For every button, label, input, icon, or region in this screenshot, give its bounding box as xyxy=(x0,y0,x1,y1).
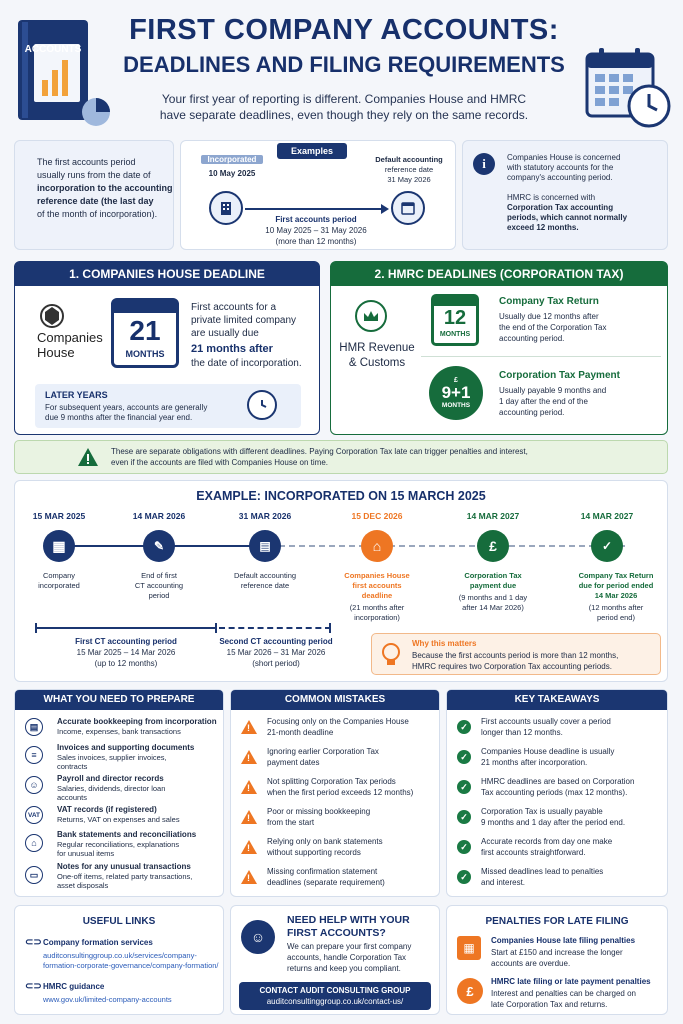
take-0-1: longer than 12 months. xyxy=(481,728,563,737)
period2-note: (short period) xyxy=(252,659,300,668)
intro-line-3: reference date (the last day xyxy=(37,196,154,206)
ret-title: Company Tax Return xyxy=(499,296,599,307)
mistake-1-0: Ignoring earlier Corporation Tax xyxy=(267,747,379,756)
take-3-1: 9 months and 1 day after the period end. xyxy=(481,818,626,827)
step-date-5: 14 MAR 2027 xyxy=(580,511,634,521)
warning-icon-4 xyxy=(241,840,257,854)
prep-4-l1: for unusual items xyxy=(57,849,115,858)
ch-text-2: private limited company xyxy=(191,315,297,326)
period1-title: First CT accounting period xyxy=(75,637,177,646)
prep-5-l0: One-off items, related party transactions, xyxy=(57,872,193,881)
intro-info xyxy=(462,140,668,250)
mistake-5-1: deadlines (separate requirement) xyxy=(267,878,385,887)
pound-icon: £ xyxy=(454,377,458,384)
takeaways-panel xyxy=(446,689,668,897)
take-4-0: Accurate records from day one make xyxy=(481,837,613,846)
take-2-0: HMRC deadlines are based on Corporation xyxy=(481,777,635,786)
prep-2-l0: Salaries, dividends, director loan xyxy=(57,784,166,793)
help-panel xyxy=(230,905,440,1015)
ch-cal-number: 21 xyxy=(129,315,161,346)
help-line-1: accounts, handle Corporation Tax xyxy=(287,953,407,962)
info-2-0: HMRC is concerned with xyxy=(507,193,596,202)
calendar-icon xyxy=(391,191,425,225)
step-date-0: 15 MAR 2025 xyxy=(32,511,86,521)
pound-penalty-icon: £ xyxy=(457,978,483,1004)
prep-0-title: Accurate bookkeeping from incorporation xyxy=(57,717,217,726)
check-icon-5: ✓ xyxy=(457,870,471,884)
prep-2-l1: accounts xyxy=(57,793,88,802)
warning-bar xyxy=(14,440,668,474)
book-label: ACCOUNTS xyxy=(24,44,82,55)
check-icon-3: ✓ xyxy=(457,810,471,824)
pound-coin-icon: £ xyxy=(477,530,509,562)
pay-line-1: 1 day after the end of the xyxy=(499,397,588,406)
crest-icon xyxy=(37,302,67,330)
ret-line-0: Usually due 12 months after xyxy=(499,312,599,321)
ch-text-3: are usually due xyxy=(191,328,259,339)
period-label: First accounts period xyxy=(275,215,357,224)
step-sub-4-1: after 14 Mar 2026) xyxy=(462,603,524,612)
period1-range: 15 Mar 2025 – 14 Mar 2026 xyxy=(76,648,176,657)
pay-unit: MONTHS xyxy=(441,402,471,409)
later-years-box xyxy=(35,384,301,428)
take-2-1: Tax accounting periods (max 12 months). xyxy=(481,788,628,797)
incorporated-icon: ▦ xyxy=(43,530,75,562)
step-cap-3-0: Companies House xyxy=(344,571,410,580)
link-0-url-1[interactable]: auditconsultinggroup.co.uk/services/company- xyxy=(43,951,197,960)
mistake-1-1: payment dates xyxy=(267,758,320,767)
prep-3-l0: Returns, VAT on expenses and sales xyxy=(57,815,180,824)
prepare-panel xyxy=(14,689,224,897)
help-line-0: We can prepare your first company xyxy=(287,942,412,951)
lightbulb-icon xyxy=(380,642,402,668)
tax-payment-badge xyxy=(429,366,483,420)
step-cap-0-0: Company xyxy=(42,571,76,580)
ch-header: 1. COMPANIES HOUSE DEADLINE xyxy=(15,262,319,286)
pen-1-title: HMRC late filing or late payment penalties xyxy=(491,977,651,986)
team-icon: ☺ xyxy=(241,920,275,954)
pay-line-2: accounting period. xyxy=(499,408,565,417)
clock-icon xyxy=(247,390,277,420)
penalties-header: PENALTIES FOR LATE FILING xyxy=(485,916,629,927)
bank-icon: ⌂ xyxy=(25,834,43,852)
period-arrow xyxy=(245,208,385,210)
warning-line-2: even if the accounts are filed with Companies House on time. xyxy=(111,458,329,467)
ch-calendar xyxy=(111,298,179,368)
building-icon xyxy=(209,191,243,225)
later-line-2: due 9 months after the financial year end. xyxy=(45,413,193,422)
incorporated-label: Incorporated xyxy=(201,155,263,164)
step-sub-5-0: (12 months after xyxy=(588,603,644,612)
takeaways-header: KEY TAKEAWAYS xyxy=(447,690,667,710)
ch-text-1: First accounts for a xyxy=(191,302,277,313)
help-title-2: FIRST ACCOUNTS? xyxy=(287,927,386,939)
folder-icon: ▭ xyxy=(25,866,43,884)
ret-line-1: the end of the Corporation Tax xyxy=(499,323,607,332)
step-cap-4-1: payment due xyxy=(469,581,517,590)
intro-line-1: usually runs from the date of xyxy=(37,170,151,180)
subtitle-line2: have separate deadlines, even though they rely on the same records. xyxy=(159,108,529,122)
arrow-head xyxy=(381,204,389,214)
pen-0-l0: Start at £150 and increase the longer xyxy=(491,948,623,957)
check-icon-4: ✓ xyxy=(457,840,471,854)
pay-line-0: Usually payable 9 months and xyxy=(499,386,607,395)
timeline-line-2 xyxy=(259,545,625,547)
info-2-2: periods, which cannot normally xyxy=(507,213,628,222)
take-1-0: Companies House deadline is usually xyxy=(481,747,615,756)
pen-0-l1: accounts are overdue. xyxy=(491,959,571,968)
incorporated-date: 10 May 2025 xyxy=(208,169,256,178)
step-sub-4-0: (9 months and 1 day xyxy=(458,593,528,602)
prep-2-title: Payroll and director records xyxy=(57,774,164,783)
step-cap-3-1: first accounts xyxy=(352,581,402,590)
take-5-1: and interest. xyxy=(481,878,526,887)
warning-icon-1 xyxy=(241,750,257,764)
mistakes-header: COMMON MISTAKES xyxy=(231,690,439,710)
step-cap-1-1: CT accounting xyxy=(134,581,184,590)
tax-return-icon: ✓ xyxy=(591,530,623,562)
pen-0-title: Companies House late filing penalties xyxy=(491,936,636,945)
step-sub-5-1: period end) xyxy=(597,613,635,622)
ret-unit: MONTHS xyxy=(439,331,471,338)
hmrc-logo-line1: HMR Revenue xyxy=(339,342,415,354)
prep-0-l0: Income, expenses, bank transactions xyxy=(57,727,181,736)
link-1-title: HMRC guidance xyxy=(43,982,105,991)
contact-button[interactable] xyxy=(239,982,431,1010)
intro-line-0: The first accounts period xyxy=(37,157,136,167)
prep-1-title: Invoices and supporting documents xyxy=(57,743,195,752)
contact-label: CONTACT AUDIT CONSULTING GROUP xyxy=(259,986,411,995)
hmrc-panel xyxy=(330,261,668,435)
link-icon-0: ⊂⊃ xyxy=(25,937,42,948)
intro-line-2: incorporation to the accounting xyxy=(37,183,173,193)
intro-example xyxy=(180,140,456,250)
ch-text-bold: 21 months after xyxy=(191,343,273,355)
step-date-4: 14 MAR 2027 xyxy=(466,511,520,521)
step-cap-4-0: Corporation Tax xyxy=(464,571,522,580)
info-2-3: exceed 12 months. xyxy=(507,223,579,232)
help-title-1: NEED HELP WITH YOUR xyxy=(287,914,410,926)
prep-5-title: Notes for any unusual transactions xyxy=(57,862,191,871)
links-panel xyxy=(14,905,224,1015)
take-0-0: First accounts usually cover a period xyxy=(481,717,611,726)
warning-icon xyxy=(77,447,99,467)
warning-line-1: These are separate obligations with different deadlines. Paying Corporation Tax late can trigger penalties and interest, xyxy=(111,447,528,456)
link-1-url-1[interactable]: www.gov.uk/limited-company-accounts xyxy=(43,995,172,1004)
warning-icon-2 xyxy=(241,780,257,794)
why-box xyxy=(371,633,661,675)
hmrc-header: 2. HMRC DEADLINES (CORPORATION TAX) xyxy=(331,262,667,286)
invoice-icon: ≡ xyxy=(25,746,43,764)
page-title-line2: DEADLINES AND FILING REQUIREMENTS xyxy=(123,52,565,77)
page-title: FIRST COMPANY ACCOUNTS: xyxy=(129,14,559,46)
period2-range: 15 Mar 2026 – 31 Mar 2026 xyxy=(226,648,326,657)
pen-1-l1: late Corporation Tax and returns. xyxy=(491,1000,608,1009)
document-icon: ✎ xyxy=(143,530,175,562)
link-0-title: Company formation services xyxy=(43,938,153,947)
prep-1-l0: Sales invoices, supplier invoices, xyxy=(57,753,167,762)
mistake-4-0: Relying only on bank statements xyxy=(267,837,383,846)
ard-label-1: Default accounting xyxy=(375,155,443,164)
later-line-1: For subsequent years, accounts are generally xyxy=(45,403,208,412)
info-1-0: Companies House is concerned xyxy=(507,153,621,162)
warning-icon-0 xyxy=(241,720,257,734)
why-title: Why this matters xyxy=(412,639,477,648)
subtitle-line1: Your first year of reporting is different. Companies House and HMRC xyxy=(161,92,527,106)
mistakes-panel xyxy=(230,689,440,897)
ch-logo-line2: House xyxy=(37,345,75,360)
prep-4-title: Bank statements and reconciliations xyxy=(57,830,197,839)
warning-icon-5 xyxy=(241,870,257,884)
prep-5-l1: asset disposals xyxy=(57,881,109,890)
link-icon-1: ⊂⊃ xyxy=(25,981,42,992)
mistake-2-0: Not splitting Corporation Tax periods xyxy=(267,777,396,786)
penalties-panel xyxy=(446,905,668,1015)
government-building-icon: ⌂ xyxy=(361,530,393,562)
why-line-2: HMRC requires two Corporation Tax accounting periods. xyxy=(412,662,612,671)
step-date-1: 14 MAR 2026 xyxy=(132,511,186,521)
period1-bracket xyxy=(35,627,217,629)
people-icon: ☺ xyxy=(25,776,43,794)
step-cap-5-2: 14 Mar 2026 xyxy=(594,591,638,600)
ard-date: 31 May 2026 xyxy=(387,175,431,184)
step-date-3: 15 DEC 2026 xyxy=(351,511,403,521)
timeline-title: EXAMPLE: INCORPORATED ON 15 MARCH 2025 xyxy=(196,489,486,503)
check-icon-2: ✓ xyxy=(457,780,471,794)
mistake-4-1: without supporting records xyxy=(267,848,361,857)
pay-title: Corporation Tax Payment xyxy=(499,370,620,381)
warning-icon-3 xyxy=(241,810,257,824)
step-cap-5-0: Company Tax Return xyxy=(578,571,654,580)
period2-bracket xyxy=(219,627,331,629)
take-4-1: first accounts straightforward. xyxy=(481,848,586,857)
mistake-0-1: 21-month deadline xyxy=(267,728,334,737)
mistake-3-1: from the start xyxy=(267,818,315,827)
contact-url: auditconsultinggroup.co.uk/contact-us/ xyxy=(266,997,404,1006)
info-2-1: Corporation Tax accounting xyxy=(507,203,614,212)
info-icon: i xyxy=(473,153,495,175)
period-range: 10 May 2025 – 31 May 2026 xyxy=(265,226,367,235)
vat-icon: VAT xyxy=(25,806,43,824)
info-1-2: company's accounting period. xyxy=(507,173,613,182)
ch-text-4: the date of incorporation. xyxy=(191,358,302,369)
help-line-2: returns and keep you compliant. xyxy=(287,964,401,973)
prep-4-l0: Regular reconciliations, explanations xyxy=(57,840,180,849)
prep-3-title: VAT records (if registered) xyxy=(57,805,157,814)
step-cap-5-1: due for period ended xyxy=(578,581,654,590)
ret-number: 12 xyxy=(443,307,467,329)
tax-return-calendar xyxy=(431,294,479,346)
step-cap-3-2: deadline xyxy=(361,591,393,600)
companies-house-panel xyxy=(14,261,320,435)
why-line-1: Because the first accounts period is more than 12 months, xyxy=(412,651,619,660)
period-note: (more than 12 months) xyxy=(275,237,357,246)
step-cap-2-0: Default accounting xyxy=(233,571,297,580)
info-1-1: with statutory accounts for the xyxy=(507,163,614,172)
link-0-url-2[interactable]: formation-corporate-governance/company-formation/ xyxy=(43,961,219,970)
step-cap-2-1: reference date xyxy=(240,581,290,590)
calendar-icon-2: ▤ xyxy=(249,530,281,562)
take-1-1: 21 months after incorporation. xyxy=(481,758,588,767)
step-sub-3-1: incorporation) xyxy=(354,613,400,622)
pay-number: 9+1 xyxy=(441,383,471,402)
mistake-3-0: Poor or missing bookkeeping xyxy=(267,807,371,816)
mistake-0-0: Focusing only on the Companies House xyxy=(267,717,409,726)
take-5-0: Missed deadlines lead to penalties xyxy=(481,867,604,876)
step-cap-1-0: End of first xyxy=(141,571,177,580)
take-3-0: Corporation Tax is usually payable xyxy=(481,807,603,816)
crown-icon xyxy=(355,300,387,332)
step-cap-1-2: period xyxy=(148,591,170,600)
examples-badge: Examples xyxy=(277,143,347,159)
later-title: LATER YEARS xyxy=(45,390,108,400)
period2-title: Second CT accounting period xyxy=(219,637,333,646)
check-icon-1: ✓ xyxy=(457,750,471,764)
step-cap-0-1: incorporated xyxy=(38,581,80,590)
period1-note: (up to 12 months) xyxy=(94,659,158,668)
building-penalty-icon: ▦ xyxy=(457,936,481,960)
ret-line-2: accounting period. xyxy=(499,334,565,343)
ch-logo-line1: Companies xyxy=(37,330,103,345)
step-sub-3-0: (21 months after xyxy=(349,603,405,612)
pen-1-l0: Interest and penalties can be charged on xyxy=(491,989,636,998)
ch-cal-unit: MONTHS xyxy=(125,349,165,359)
intro-definition xyxy=(14,140,174,250)
step-date-2: 31 MAR 2026 xyxy=(238,511,292,521)
timeline-section xyxy=(14,480,668,682)
check-icon-0: ✓ xyxy=(457,720,471,734)
prep-1-l1: contracts xyxy=(57,762,88,771)
bookkeeping-icon: ▤ xyxy=(25,718,43,736)
links-header: USEFUL LINKS xyxy=(82,916,156,927)
ard-label-2: reference date xyxy=(384,165,434,174)
prepare-header: WHAT YOU NEED TO PREPARE xyxy=(15,690,223,710)
mistake-2-1: when the first period exceeds 12 months) xyxy=(267,788,414,797)
calendar-clock-icon xyxy=(583,44,675,132)
mistake-5-0: Missing confirmation statement xyxy=(267,867,378,876)
hmrc-logo-line2: & Customs xyxy=(348,357,406,369)
intro-line-4: of the month of incorporation). xyxy=(37,209,158,219)
divider xyxy=(421,356,661,357)
